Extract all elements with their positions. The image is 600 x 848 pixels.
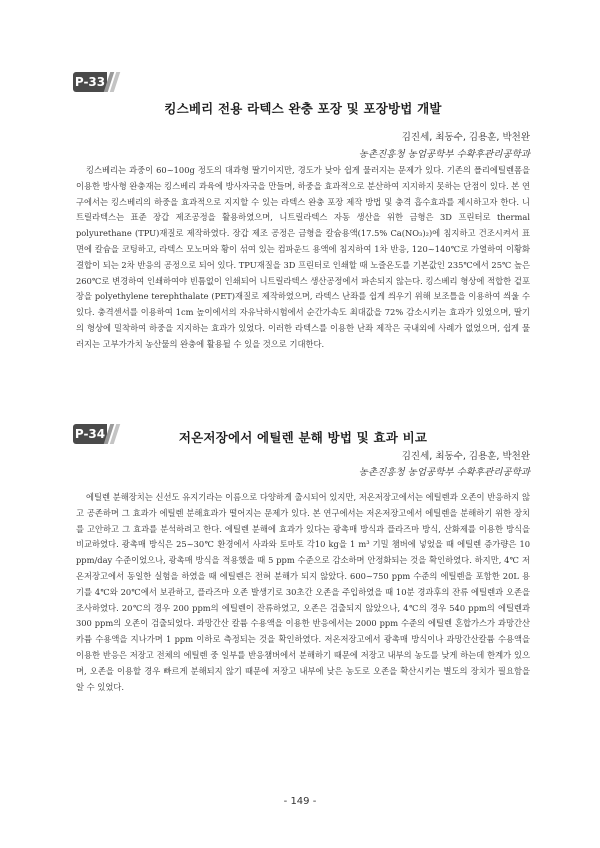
abstract-affiliation: 농촌진흥청 농업공학부 수확후관리공학과 <box>358 149 530 160</box>
abstract-id-label: P-33 <box>74 75 106 89</box>
abstract-affiliation: 농촌진흥청 농업공학부 수확후관리공학과 <box>358 467 530 478</box>
abstract-body: 에틸렌 분해장치는 신선도 유지기라는 이름으로 다양하게 출시되어 있지만, 저온저장고에서는 에틸렌과 오존이 반응하지 않고 공존하며 그 효과가 에틸렌 분해효과가 떨어지는 문제가 있다. 본 연구에서는 저온저장고에서 에틸렌을 분해하기 위한 장치를 고안하고 그 효과를 분석하려고 한다. 에틸렌 분해에 효과가 있다는 광촉매 방식과 플라즈마 방식, 산화제를 이용한 방식을 비교하였다. 광촉매 방식은 25~30℃ 환경에서 사과와 토마토 각10 kg을 1 m³ 기밀 챔버에 넣었을 때 에틸렌 증가량은 10 ppm/day 수준이었으나, 광촉매 방식을 적용했을 때 5 ppm 수준으로 감소하며 안정화되는 것을 확인하였다. 하지만, 4℃ 저온저장고에서 동일한 실험을 하였을 때 에틸렌은 전혀 분해가 되지 않았다. 600~750 ppm 수준의 에틸렌을 포함한 20L 용기를 4℃와 20℃에서 보관하고, 플라즈마 오존 발생기로 30초간 오존을 주입하였을 때 10분 경과후의 잔류 에틸렌과 오존을 조사하였다. 20℃의 경우 200 ppm의 에틸렌이 잔류하였고, 오존은 검출되지 않았으나, 4℃의 경우 540 ppm의 에틸렌과 300 ppm의 오존이 검출되었다. 과망간산 칼륨 수용액을 이용한 반응에서는 2000 ppm 수준의 에틸렌 혼합가스가 과망간산카륨 수용액을 지나가며 1 ppm 이하로 측정되는 것을 확인하였다. 저온저장고에서 광촉매 방식이나 과망간산칼륨 수용액을 이용한 반응은 저장고 전체의 에틸렌 중 일부를 반응챔버에서 분해하기 때문에 저장고 내부의 농도를 낮게 하는데 한계가 있으며, 오존을 이용할 경우 빠르게 분해되지 않기 때문에 저장고 내부에 낮은 농도로 오존을 확산시키는 별도의 장치가 필요함을 알 수 있었다. <box>76 492 530 692</box>
abstract-authors: 김진세, 최동수, 김용훈, 박천완 <box>401 132 530 143</box>
abstract-title: 저온저장에서 에틸렌 분해 방법 및 효과 비교 <box>178 430 428 445</box>
abstract-authors: 김진세, 최동수, 김용훈, 박천완 <box>401 451 530 462</box>
page-number: - 149 - <box>283 796 317 807</box>
abstract-title: 킹스베리 전용 라텍스 완충 포장 및 포장방법 개발 <box>164 101 442 116</box>
abstract-id-label: P-34 <box>74 427 106 441</box>
abstract-body: 킹스베리는 과중이 60~100g 정도의 대과형 딸기이지만, 경도가 낮아 쉽게 물러지는 문제가 있다. 기존의 폴리에틸렌폼을 이용한 방사형 완충재는 킹스베리 과육에 방사자국을 만들며, 하중을 효과적으로 분산하여 지지하지 못하는 단점이 있다. 본 연구에서는 킹스베리의 하중을 효과적으로 지지할 수 있는 라텍스 완충 포장 제작 방법 및 충격 흡수효과를 제시하고자 한다. 니트릴라텍스는 표준 장갑 제조공정을 활용하였으며, 니트릴라텍스 자동 생산을 위한 금형은 3D 프린터로 thermal polyurethane (TPU)재질로 제작하였다. 장갑 제조 공정은 금형을 칼슘용액(17.5% Ca(NO₃)₂)에 침지하고 건조시켜서 표면에 칼슘을 코팅하고, 라텍스 모노머와 황이 섞여 있는 컴파운드 용액에 침지하여 1차 반응, 120~140℃로 가열하여 이황화 결합이 되는 2차 반응의 공정으로 되어 있다. TPU재질을 3D 프린터로 인쇄할 때 노즐온도를 기본값인 235℃에서 25℃ 높은 260℃로 변경하여 인쇄하여야 빈틈없이 인쇄되어 니트릴라텍스 생산공정에서 파손되지 않는다. 킹스베리 형상에 적합한 겉포장을 polyethylene terephthalate (PET)재질로 제작하였으며, 라텍스 난좌를 쉽게 씌우기 위해 보조틀을 이용하여 씌울 수 있다. 충격센서를 이용하여 1cm 높이에서의 자유낙하시험에서 순간가속도 최대값을 72% 감소시키는 효과가 있었으며, 딸기의 형상에 밀착하여 하중을 지지하는 효과가 있었다. 이러한 라텍스를 이용한 난좌 제작은 국내외에 사례가 없었으며, 쉽게 물러지는 고부가가치 농산물의 완충에 활용될 수 있을 것으로 기대한다. <box>76 165 530 349</box>
abstract-id-badge <box>73 72 117 92</box>
